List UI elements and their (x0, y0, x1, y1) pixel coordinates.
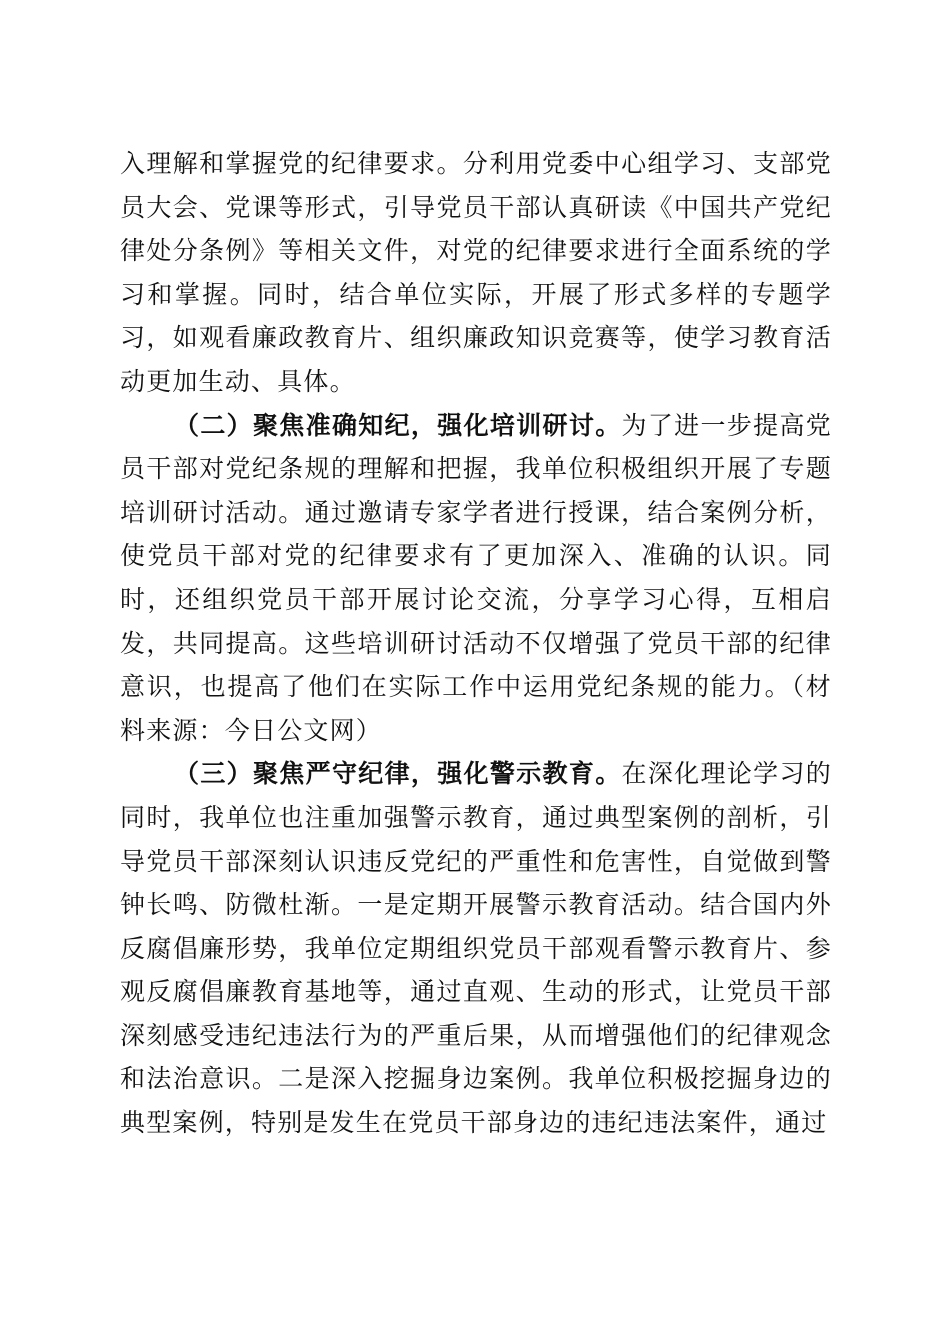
paragraph-1 (120, 142, 832, 404)
paragraph-2-text: 为了进一步提高党员干部对党纪条规的理解和把握，我单位积极组织开展了专题培训研讨活动。通过邀请专家学者进行授课，结合案例分析，使党员干部对党的纪律要求有了更加深入、准确的认识。同时，还组织党员干部开展讨论交流，分享学习心得，互相启发，共同提高。这些培训研讨活动不仅增强了党员干部的纪律意识，也提高了他们在实际工作中运用党纪条规的能力。（材料来源：今日公文网） (120, 410, 832, 745)
paragraph-3 (120, 752, 832, 1144)
paragraph-2 (120, 404, 832, 753)
paragraph-1-text: 入理解和掌握党的纪律要求。分利用党委中心组学习、支部党员大会、党课等形式，引导党员干部认真研读《中国共产党纪律处分条例》等相关文件，对党的纪律要求进行全面系统的学习和掌握。同时，结合单位实际，开展了形式多样的专题学习，如观看廉政教育片、组织廉政知识竞赛等，使学习教育活动更加生动、具体。 (120, 149, 832, 396)
paragraph-3-heading: （三）聚焦严守纪律，强化警示教育。 (174, 759, 622, 789)
paragraph-3-text: 在深化理论学习的同时，我单位也注重加强警示教育，通过典型案例的剖析，引导党员干部深刻认识违反党纪的严重性和危害性，自觉做到警钟长鸣、防微杜渐。一是定期开展警示教育活动。结合国内外反腐倡廉形势，我单位定期组织党员干部观看警示教育片、参观反腐倡廉教育基地等，通过直观、生动的形式，让党员干部深刻感受违纪违法行为的严重后果，从而增强他们的纪律观念和法治意识。二是深入挖掘身边案例。我单位积极挖掘身边的典型案例，特别是发生在党员干部身边的违纪违法案件，通过 (120, 759, 832, 1138)
document-body (120, 142, 832, 1145)
paragraph-2-heading: （二）聚焦准确知纪，强化培训研讨。 (174, 410, 622, 440)
